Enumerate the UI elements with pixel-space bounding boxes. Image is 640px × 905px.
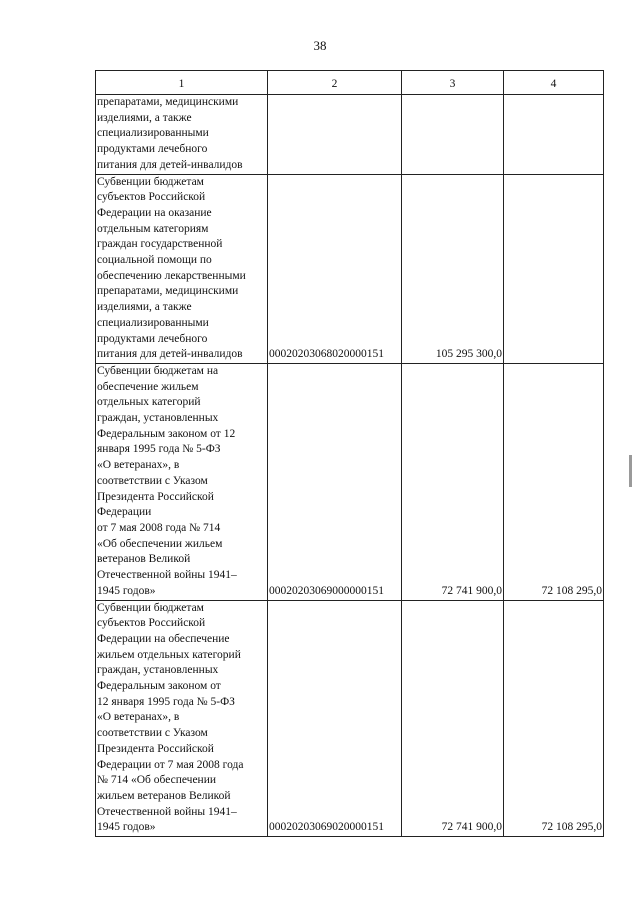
row-description: Субвенции бюджетам субъектов Российской Федерации на обеспечение жильем отдельных категорий граждан, установленных Федеральным законом от 12 января 1995 года № 5-ФЗ «О ветеранах», в соответствии с Указом Президента Российской Федерации от 7 мая 2008 года № 714 «Об обеспечении жильем ветеранов Великой Отечественной войны 1941– 1945 годов» (96, 600, 268, 837)
column-header-4: 4 (504, 71, 604, 95)
column-header-2: 2 (268, 71, 402, 95)
scan-edge-mark (629, 455, 632, 487)
row-amount-col3: 72 741 900,0 (402, 363, 504, 600)
row-budget-code: 00020203068020000151 (268, 174, 402, 363)
table-row (96, 174, 604, 363)
table-body (96, 95, 604, 837)
row-amount-col4 (504, 95, 604, 175)
header-row (96, 71, 604, 95)
row-amount-col3: 72 741 900,0 (402, 600, 504, 837)
table-row (96, 600, 604, 837)
row-amount-col4 (504, 174, 604, 363)
column-header-1: 1 (96, 71, 268, 95)
column-header-3: 3 (402, 71, 504, 95)
row-description: Субвенции бюджетам субъектов Российской Федерации на оказание отдельным категориям граждан государственной социальной помощи по обеспечению лекарственными препаратами, медицинскими изделиями, а также специализированными продуктами лечебного питания для детей-инвалидов (96, 174, 268, 363)
row-description: Субвенции бюджетам на обеспечение жильем отдельных категорий граждан, установленных Федеральным законом от 12 января 1995 года № 5-ФЗ «О ветеранах», в соответствии с Указом Президента Российской Федерации от 7 мая 2008 года № 714 «Об обеспечении жильем ветеранов Великой Отечественной войны 1941– 1945 годов» (96, 363, 268, 600)
row-budget-code: 00020203069000000151 (268, 363, 402, 600)
row-amount-col4: 72 108 295,0 (504, 363, 604, 600)
budget-table (95, 70, 604, 837)
row-budget-code (268, 95, 402, 175)
table-row (96, 363, 604, 600)
row-amount-col4: 72 108 295,0 (504, 600, 604, 837)
row-amount-col3: 105 295 300,0 (402, 174, 504, 363)
row-description: препаратами, медицинскими изделиями, а также специализированными продуктами лечебного питания для детей-инвалидов (96, 95, 268, 175)
row-budget-code: 00020203069020000151 (268, 600, 402, 837)
table-row (96, 95, 604, 175)
table-header (96, 71, 604, 95)
page-number: 38 (313, 38, 327, 53)
row-amount-col3 (402, 95, 504, 175)
